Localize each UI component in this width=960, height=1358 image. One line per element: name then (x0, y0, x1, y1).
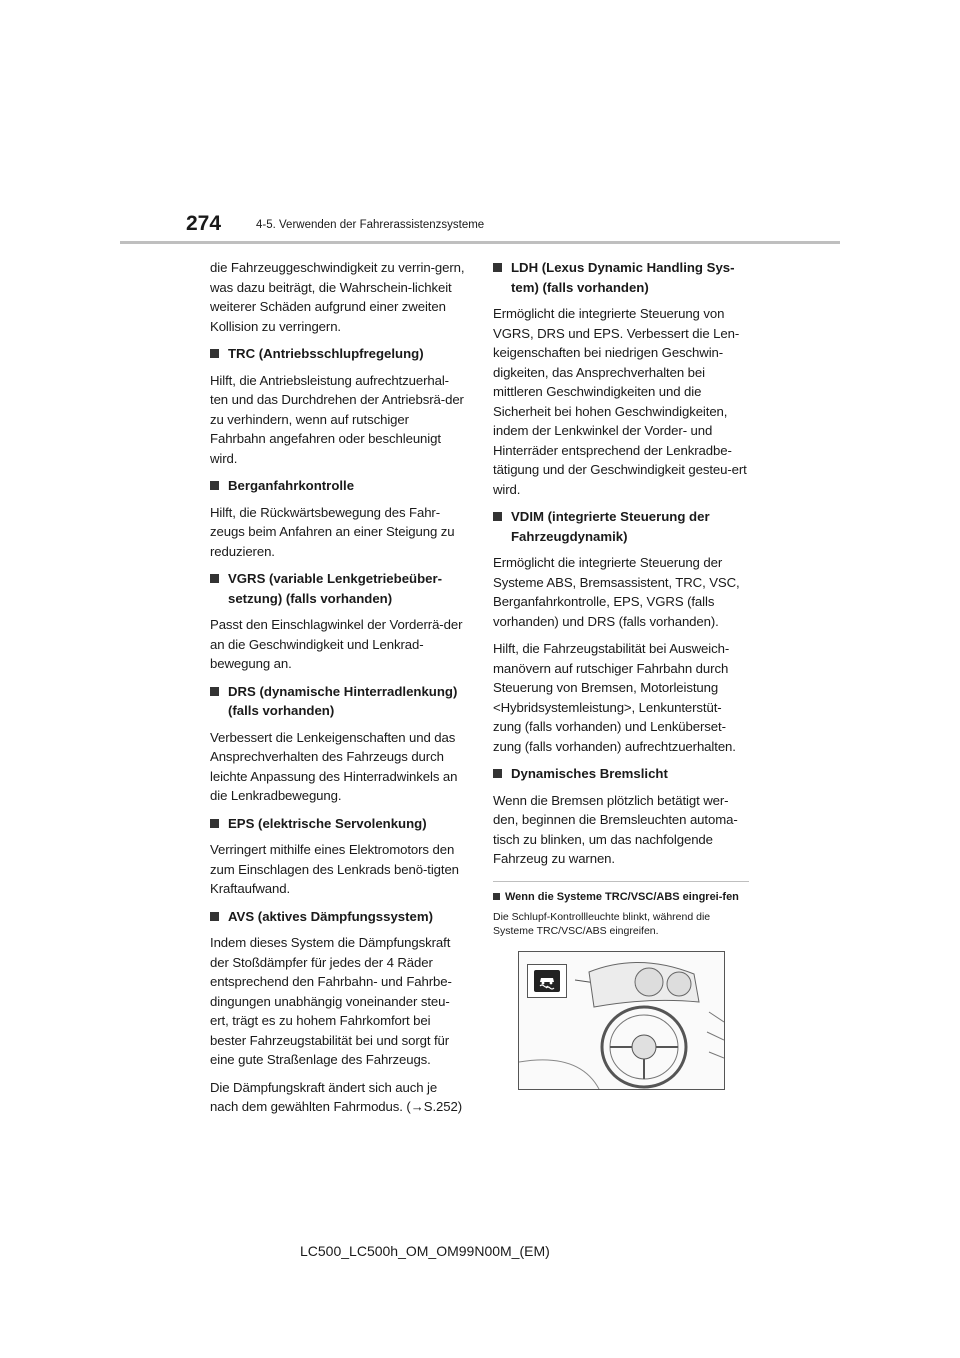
item-heading: TRC (Antriebsschlupfregelung) (228, 346, 424, 361)
square-bullet-icon (210, 349, 219, 358)
item-text: Passt den Einschlagwinkel der Vorderrä-der an die Geschwindigkeit und Lenkrad-bewegung an. (210, 617, 463, 671)
right-column (493, 258, 749, 938)
section-title: 4-5. Verwenden der Fahrerassistenzsysteme (256, 219, 485, 231)
document-id: LC500_LC500h_OM_OM99N00M_(EM) (300, 1243, 550, 1259)
square-bullet-icon (210, 819, 219, 828)
item-text-reference[interactable]: Die Dämpfungskraft ändert sich auch je nach dem gewählten Fahrmodus. (→S.252) (210, 1079, 463, 1114)
steering-wheel-drawing (519, 952, 724, 1089)
left-column (210, 258, 466, 1125)
square-bullet-icon (210, 912, 219, 921)
item-text: Verringert mithilfe eines Elektromotors den zum Einschlagen des Lenkrads benö-tigten Kraftaufwand. (210, 842, 459, 896)
item-text: Verbessert die Lenkeigenschaften und das Ansprechverhalten des Fahrzeugs durch leichte Anpassung des Hinterradwinkels an die Lenkradbewegung. (210, 729, 458, 803)
item-heading: LDH (Lexus Dynamic Handling Sys-tem) (falls vorhanden) (511, 260, 735, 295)
item-vgrs (210, 569, 466, 674)
item-heading: VDIM (integrierte Steuerung der Fahrzeugdynamik) (511, 509, 710, 544)
item-vdim (493, 507, 749, 756)
intro-paragraph: die Fahrzeuggeschwindigkeit zu verrin-gern, was dazu beiträgt, die Wahrschein-lichkeit weiterer Schäden aufgrund einer zweiten Kollision zu verringern. (210, 260, 465, 334)
item-drs (210, 682, 466, 806)
note-divider (493, 881, 749, 882)
item-heading: Dynamisches Bremslicht (511, 766, 668, 781)
header-rule (120, 241, 840, 244)
item-text: Hilft, die Fahrzeugstabilität bei Ausweich-manövern auf rutschiger Fahrbahn durch Steuerung von Bremsen, Motorleistung <Hybridsystemleistung>, Lenkunterstüt-zung (falls vorhanden) und Lenküberset-zung (falls vorhanden) aufrechtzuerhalten. (493, 641, 736, 754)
square-bullet-icon (493, 893, 500, 900)
item-eps (210, 814, 466, 899)
item-text: Hilft, die Rückwärtsbewegung des Fahr-zeugs beim Anfahren an einer Steigung zu reduzieren. (210, 504, 455, 559)
dashboard-illustration (518, 951, 725, 1090)
item-text: Wenn die Bremsen plötzlich betätigt wer-den, beginnen die Bremsleuchten automa-tisch zu blinken, um das nachfolgende Fahrzeug zu warnen. (493, 792, 738, 866)
square-bullet-icon (210, 687, 219, 696)
note-heading-text: Wenn die Systeme TRC/VSC/ABS eingrei-fen (505, 890, 739, 903)
item-trc (210, 344, 466, 468)
note-text: Die Schlupf-Kontrollleuchte blinkt, während die Systeme TRC/VSC/ABS eingreifen. (493, 910, 711, 937)
square-bullet-icon (493, 769, 502, 778)
square-bullet-icon (210, 481, 219, 490)
page-number: 274 (186, 212, 222, 235)
item-text: Indem dieses System die Dämpfungskraft der Stoßdämpfer für jedes der 4 Räder entsprechend den Fahrbahn- und Fahrbe-dingungen unabhängig voneinander steu-ert, trägt es zu hohem Fahrkomfort bei bester Fahrzeugstabilität bei und sorgt für eine gute Straßenlage des Fahrzeugs. (210, 935, 452, 1067)
square-bullet-icon (493, 512, 502, 521)
item-bremslicht (493, 764, 749, 869)
item-heading: DRS (dynamische Hinterradlenkung) (falls vorhanden) (228, 683, 458, 718)
note-heading (493, 890, 749, 904)
item-text: Ermöglicht die integrierte Steuerung der Systeme ABS, Bremsassistent, TRC, VSC, Berganfahrkontrolle, EPS, VGRS (falls vorhanden) und DRS (falls vorhanden). (493, 555, 740, 629)
item-heading: Berganfahrkontrolle (228, 478, 355, 493)
item-berganfahrkontrolle (210, 476, 466, 561)
square-bullet-icon (493, 263, 502, 272)
square-bullet-icon (210, 574, 219, 583)
item-text: Hilft, die Antriebsleistung aufrechtzuerhal-ten und das Durchdrehen der Antriebsrä-der zu verhindern, wenn auf rutschiger Fahrbahn angefahren oder beschleunigt wird. (210, 372, 464, 466)
item-ldh (493, 258, 749, 499)
item-heading: EPS (elektrische Servolenkung) (228, 815, 427, 831)
item-avs (210, 907, 466, 1117)
item-heading: VGRS (variable Lenkgetriebeüber-setzung) (falls vorhanden) (228, 571, 442, 606)
item-heading: AVS (aktives Dämpfungssystem) (228, 908, 433, 924)
item-text: Ermöglicht die integrierte Steuerung von VGRS, DRS und EPS. Verbessert die Len-keigenschaften bei niedrigen Geschwin-digkeiten, das Ansprechverhalten bei mittleren Geschwindigkeiten und die Sicherheit bei hohen Geschwindigkeiten, indem der Lenkwinkel der Vorder- und Hinterräder entsprechend der Lenkradbe-tätigung und der Geschwindigkeit gesteu-ert wird. (493, 306, 747, 497)
